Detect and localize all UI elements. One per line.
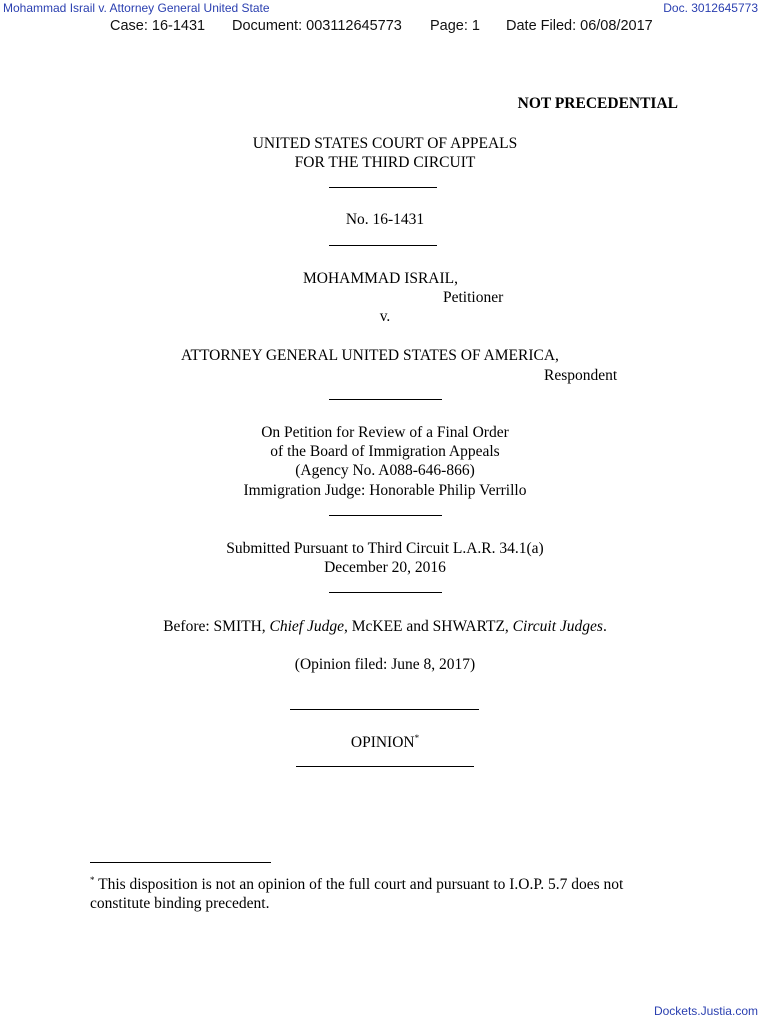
- court-name-line1: UNITED STATES COURT OF APPEALS: [252, 135, 518, 152]
- footnote-line2: constitute binding precedent.: [90, 895, 270, 912]
- court-name-line2: FOR THE THIRD CIRCUIT: [294, 154, 476, 171]
- separator-rule: [329, 515, 442, 516]
- submitted-date: December 20, 2016: [324, 559, 446, 576]
- versus: v.: [379, 308, 391, 325]
- opinion-heading: [0, 733, 770, 752]
- before-prefix: Before: SMITH,: [163, 618, 266, 635]
- separator-rule: [296, 766, 474, 767]
- header-case-number: Case: 16-1431: [110, 18, 206, 34]
- chief-judge-title: Chief Judge: [269, 618, 344, 635]
- petition-line-1: On Petition for Review of a Final Order: [261, 424, 509, 441]
- petitioner-role: Petitioner: [443, 289, 504, 306]
- footnote-marker: *: [90, 875, 95, 885]
- header-page-number: Page: 1: [430, 18, 480, 34]
- separator-rule: [329, 399, 442, 400]
- before-suffix: .: [602, 618, 607, 635]
- footnote-text-line1: [90, 875, 623, 894]
- opinion-title: OPINION: [350, 734, 415, 751]
- opinion-filed-date: (Opinion filed: June 8, 2017): [294, 656, 476, 673]
- respondent-name: ATTORNEY GENERAL UNITED STATES OF AMERICA,: [181, 347, 559, 364]
- source-link[interactable]: Dockets.Justia.com: [653, 1004, 758, 1018]
- respondent-role: Respondent: [544, 367, 618, 384]
- footnote-separator: [90, 862, 271, 863]
- before-middle: , McKEE and SHWARTZ,: [343, 618, 509, 635]
- circuit-judges-title: Circuit Judges: [512, 618, 603, 635]
- case-title-link[interactable]: Mohammad Israil v. Attorney General United State: [3, 1, 270, 15]
- document-number-link[interactable]: Doc. 3012645773: [663, 1, 758, 15]
- header-document-number: Document: 003112645773: [232, 18, 402, 34]
- submitted-line: Submitted Pursuant to Third Circuit L.A.R. 34.1(a): [226, 540, 544, 557]
- immigration-judge: Immigration Judge: Honorable Philip Verrillo: [243, 482, 527, 499]
- petitioner-name: MOHAMMAD ISRAIL,: [303, 270, 459, 287]
- panel-judges: [0, 617, 770, 636]
- separator-rule: [329, 245, 437, 246]
- separator-rule: [290, 709, 479, 710]
- separator-rule: [329, 187, 437, 188]
- opinion-footnote-marker: *: [414, 733, 420, 743]
- petition-line-2: of the Board of Immigration Appeals: [270, 443, 500, 460]
- case-number: No. 16-1431: [345, 211, 425, 228]
- separator-rule: [329, 592, 442, 593]
- footnote-line1: This disposition is not an opinion of the full court and pursuant to I.O.P. 5.7 does not: [98, 876, 624, 893]
- header-date-filed: Date Filed: 06/08/2017: [506, 18, 653, 34]
- agency-number: (Agency No. A088-646-866): [295, 462, 475, 479]
- precedential-label: NOT PRECEDENTIAL: [517, 95, 678, 112]
